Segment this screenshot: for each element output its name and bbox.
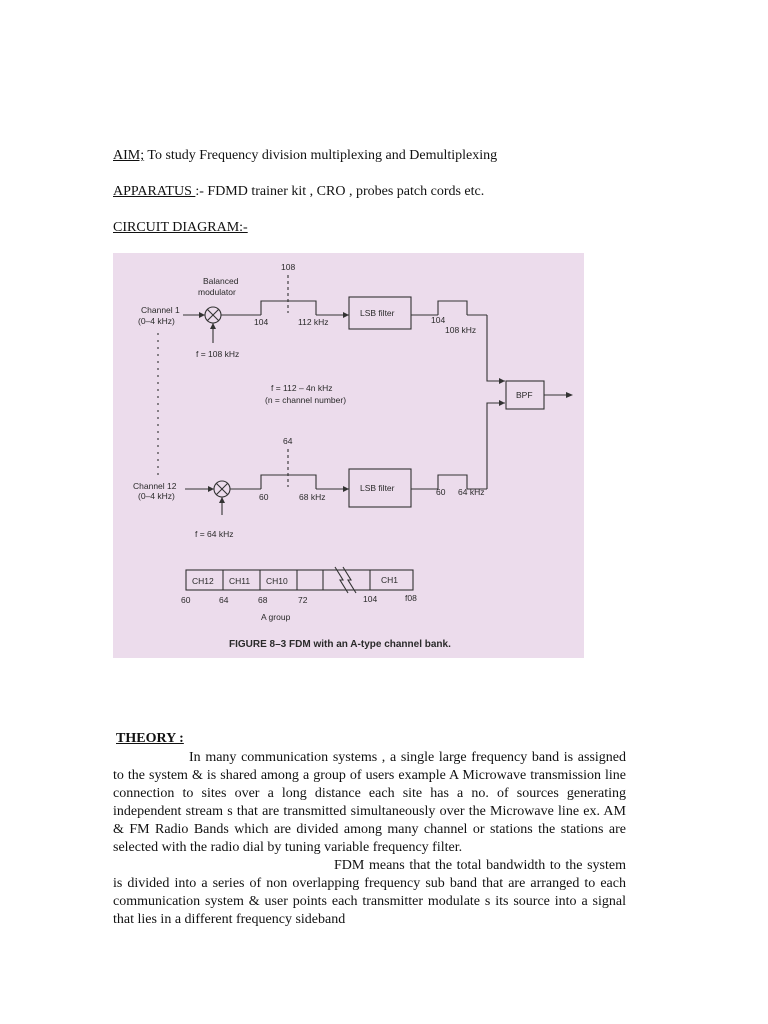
out1-low: 104 xyxy=(431,315,446,325)
out2-high: 64 kHz xyxy=(458,487,485,497)
aim-text: To study Frequency division multiplexing and Demultiplexing xyxy=(144,148,498,163)
bank-freq-60: 60 xyxy=(181,595,191,605)
bank-ch1: CH1 xyxy=(381,575,399,585)
theory-heading: THEORY : xyxy=(116,731,184,746)
formula-line-1: f = 112 – 4n kHz xyxy=(271,383,333,393)
channel12-range: (0–4 kHz) xyxy=(138,491,175,501)
bank-freq-104: 104 xyxy=(363,594,378,604)
lsb-filter-top: LSB filter xyxy=(360,308,395,318)
bank-freq-68: 68 xyxy=(258,595,268,605)
figure-caption: FIGURE 8–3 FDM with an A-type channel bank. xyxy=(229,639,451,650)
aim-label: AIM; xyxy=(113,148,145,163)
channel1-range: (0–4 kHz) xyxy=(138,316,175,326)
apparatus-line xyxy=(113,183,484,201)
formula-line-2: (n = channel number) xyxy=(265,395,347,405)
fc2-label: f = 64 kHz xyxy=(195,529,234,539)
band1-low: 104 xyxy=(254,317,269,327)
out1-high: 108 kHz xyxy=(445,325,477,335)
bank-ch12: CH12 xyxy=(192,576,214,586)
balanced-modulator-label-1: Balanced xyxy=(203,276,239,286)
channel12-label: Channel 12 xyxy=(133,481,177,491)
bpf-label: BPF xyxy=(516,390,533,400)
channel1-label: Channel 1 xyxy=(141,305,180,315)
top-freq-label: 108 xyxy=(281,262,296,272)
apparatus-text: :- FDMD trainer kit , CRO , probes patch cords etc. xyxy=(195,184,485,199)
apparatus-label: APPARATUS xyxy=(113,184,196,199)
group-label: A group xyxy=(261,612,291,622)
bank-ch11: CH11 xyxy=(229,576,251,586)
bank-freq-64: 64 xyxy=(219,595,229,605)
lsb-filter-bottom: LSB filter xyxy=(360,483,395,493)
circuit-diagram-heading: CIRCUIT DIAGRAM:- xyxy=(113,220,248,235)
balanced-modulator-label-2: modulator xyxy=(198,287,236,297)
out2-low: 60 xyxy=(436,487,446,497)
aim-line xyxy=(113,147,497,165)
theory-paragraph-2: FDM means that the total bandwidth to the system is divided into a series of non overlapping frequency sub band that are arranged to each communication system & user points each transmitter modulate s its source into a signal that lies in a different frequency sideband xyxy=(113,858,626,927)
band2-high: 68 kHz xyxy=(299,492,326,502)
band2-low: 60 xyxy=(259,492,269,502)
theory-paragraph-1: In many communication systems , a single large frequency band is assigned to the system & is shared among a group of users example A Microwave transmission line connection to sites over a long distance each site has a no. of sources generating independent stream s that are transmitted simultaneously over the Microwave line ex. AM & FM Radio Bands which are divided among many channel or stations the stations are selected with the radio dial by tuning variable frequency filter. xyxy=(113,750,626,855)
theory-body xyxy=(113,749,626,929)
fdm-diagram xyxy=(113,253,584,658)
bank-freq-72: 72 xyxy=(298,595,308,605)
fdm-circuit-figure xyxy=(113,253,584,658)
bank-freq-108: f08 xyxy=(405,593,417,603)
fc1-label: f = 108 kHz xyxy=(196,349,240,359)
mid-freq-label: 64 xyxy=(283,436,293,446)
bank-ch10: CH10 xyxy=(266,576,288,586)
band1-high: 112 kHz xyxy=(298,317,329,327)
